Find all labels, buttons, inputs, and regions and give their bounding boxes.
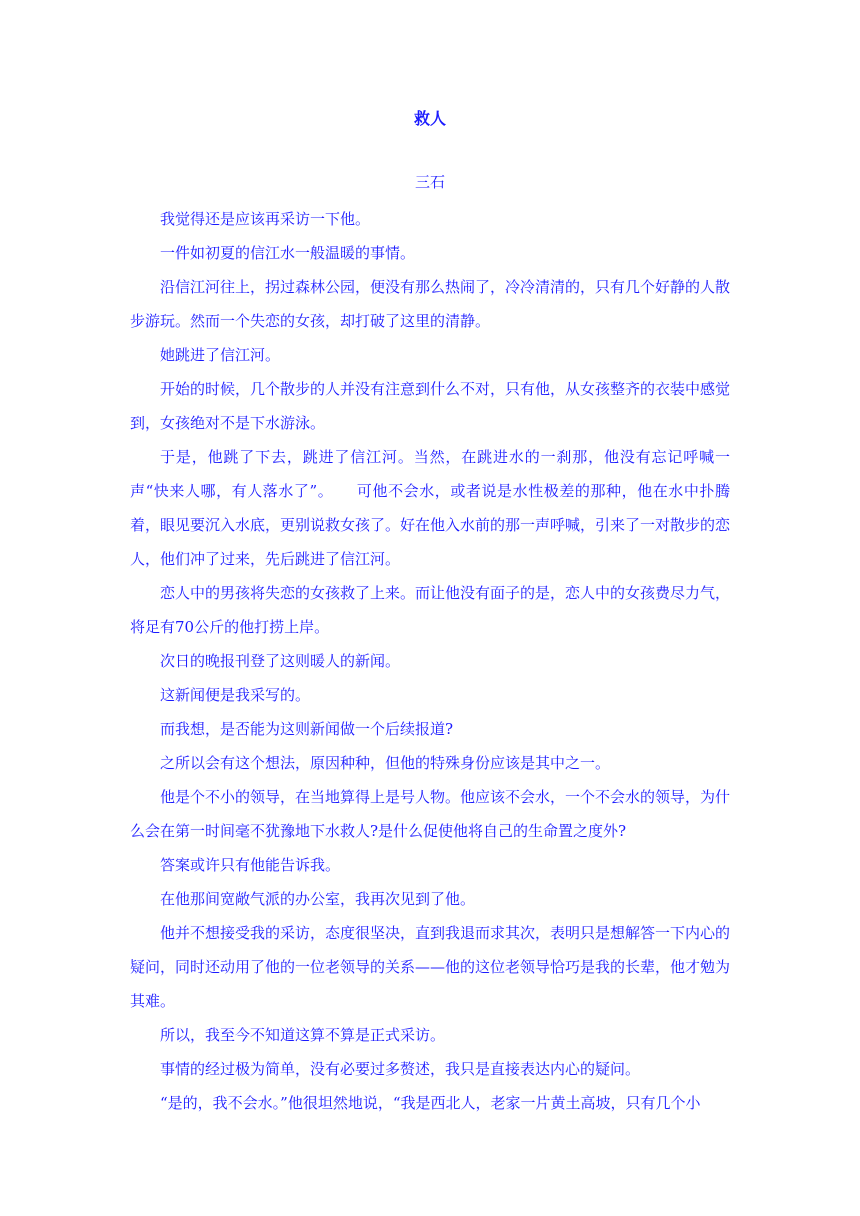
article-body — [130, 202, 730, 1120]
paragraph: 他并不想接受我的采访，态度很坚决，直到我退而求其次，表明只是想解答一下内心的疑问，同时还动用了他的一位老领导的关系——他的这位老领导恰巧是我的长辈，他才勉为其难。 — [130, 924, 731, 1010]
paragraph: 而我想，是否能为这则新闻做一个后续报道? — [160, 720, 454, 738]
paragraph: 他是个不小的领导，在当地算得上是号人物。他应该不会水，一个不会水的领导，为什么会在第一时间毫不犹豫地下水救人?是什么促使他将自己的生命置之度外? — [130, 788, 731, 840]
article-title: 救人 — [413, 109, 446, 128]
paragraph: 答案或许只有他能告诉我。 — [160, 856, 341, 874]
paragraph: 沿信江河往上，拐过森林公园，便没有那么热闹了，冷冷清清的，只有几个好静的人散步游玩。然而一个失恋的女孩，却打破了这里的清静。 — [130, 278, 731, 330]
paragraph: 所以，我至今不知道这算不算是正式采访。 — [160, 1026, 446, 1044]
article-author: 三石 — [414, 173, 445, 191]
paragraph: 她跳进了信江河。 — [160, 346, 281, 364]
paragraph: 在他那间宽敞气派的办公室，我再次见到了他。 — [160, 890, 476, 908]
paragraph: 这新闻便是我采写的。 — [160, 686, 311, 704]
paragraph: 开始的时候，几个散步的人并没有注意到什么不对，只有他，从女孩整齐的衣装中感觉到，女孩绝对不是下水游泳。 — [130, 380, 731, 432]
paragraph: 于是，他跳了下去，跳进了信江河。当然，在跳进水的一刹那，他没有忘记呼喊一声“快来人哪，有人落水了”。 可他不会水，或者说是水性极差的那种，他在水中扑腾着，眼见要沉入水底，更别说救女孩了。好在他入水前的那一声呼喊，引来了一对散步的恋人，他们冲了过来，先后跳进了信江河。 — [130, 448, 731, 568]
paragraph: 一件如初夏的信江水一般温暖的事情。 — [160, 244, 416, 262]
paragraph: 事情的经过极为简单，没有必要过多赘述，我只是直接表达内心的疑问。 — [160, 1060, 641, 1078]
paragraph: 恋人中的男孩将失恋的女孩救了上来。而让他没有面子的是，恋人中的女孩费尽力气，将足有70公斤的他打捞上岸。 — [130, 584, 731, 636]
paragraph: 我觉得还是应该再采访一下他。 — [160, 210, 371, 228]
paragraph: “是的，我不会水。”他很坦然地说，“我是西北人，老家一片黄土高坡，只有几个小 — [160, 1094, 701, 1112]
paragraph: 之所以会有这个想法，原因种种，但他的特殊身份应该是其中之一。 — [160, 754, 611, 772]
paragraph: 次日的晚报刊登了这则暖人的新闻。 — [160, 652, 401, 670]
